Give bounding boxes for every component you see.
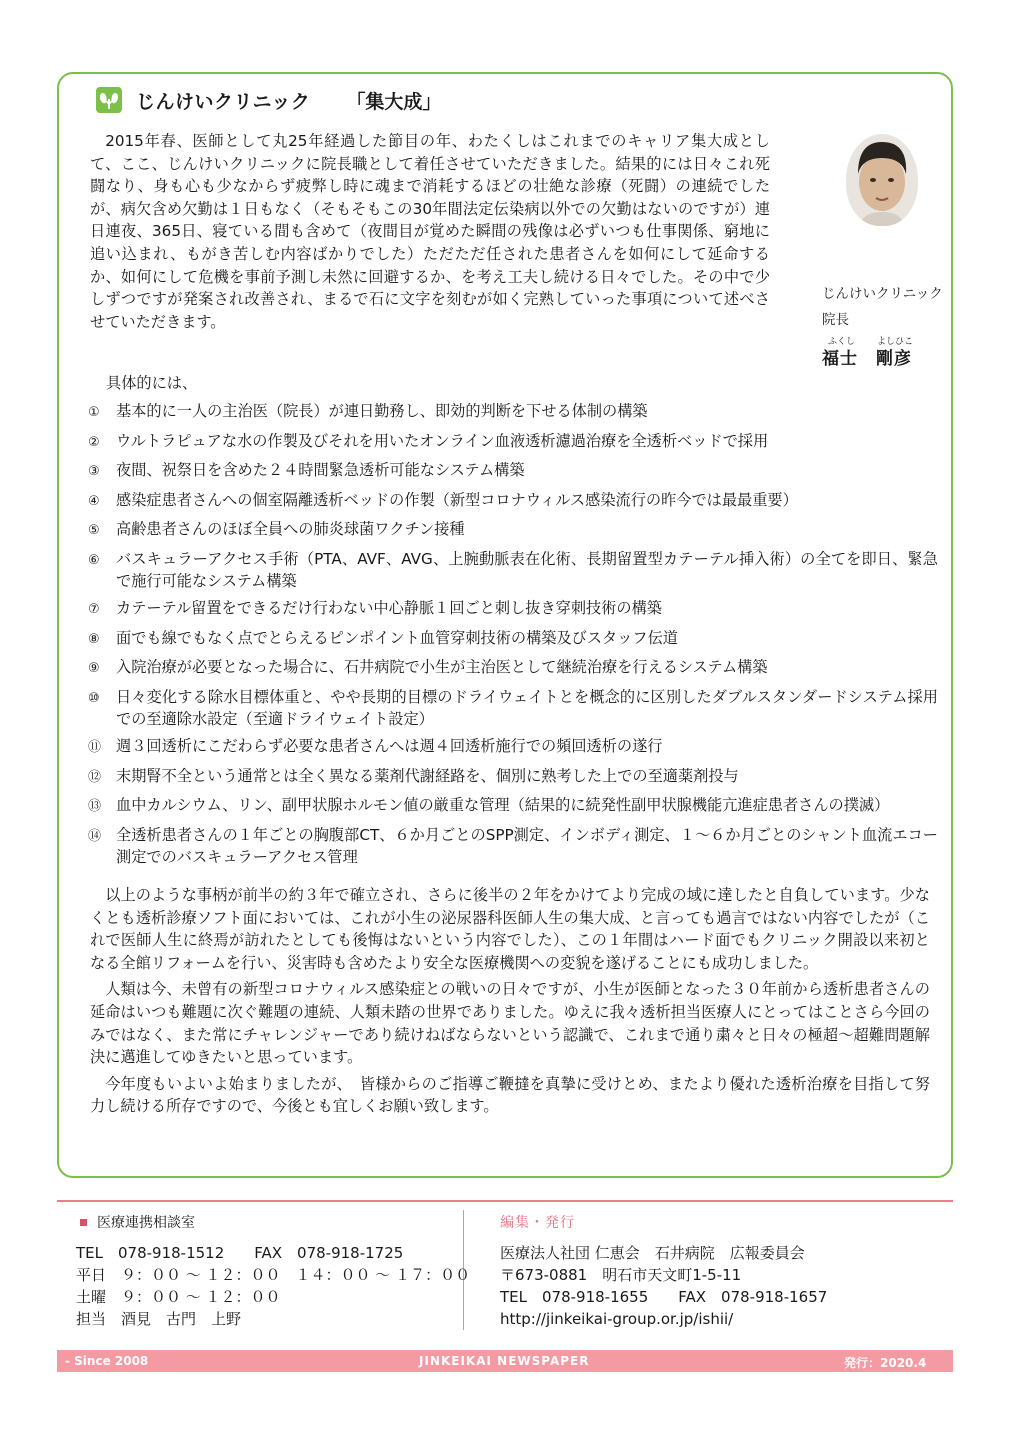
item-number: ⑨ [88, 661, 100, 676]
issue-date: 発行：2020.4 [844, 1356, 927, 1370]
item-number: ⑭ [88, 828, 102, 844]
item-text: バスキュラーアクセス手術（PTA、AVF、AVG、上腕動脈表在化術、長期留置型カテーテル挿入術）の全てを即日、緊急で施行可能なシステム構築 [116, 549, 938, 590]
list-item [88, 627, 938, 651]
list-item [88, 824, 938, 868]
closing-paragraph: 人類は今、未曾有の新型コロナウィルス感染症との戦いの日々ですが、小生が医師となった３０年前から透析患者さんの延命はいつも難題に次ぐ難題の連続、人類未踏の世界でありました。ゆえに我々透析担当医療人にとってはことさら今回のみではなく、また常にチャレンジャーであり続けねばならないという認識で、これまで通り粛々と日々の極超～超難問題解決に邁進してゆきたいと思っています。 [90, 980, 930, 1067]
list-item [88, 518, 938, 542]
article-header [96, 86, 441, 114]
item-text: 日々変化する除水目標体重と、やや長期的目標のドライウェイトとを概念的に区別したダブルスタンダードシステム採用での至適除水設定（至適ドライウェイト設定） [116, 687, 938, 728]
item-text: ウルトラピュアな水の作製及びそれを用いたオンライン血液透析濾過治療を全透析ベッドで採用 [116, 431, 769, 450]
item-number: ⑩ [88, 690, 100, 706]
item-number: ⑧ [88, 631, 100, 647]
item-text: 感染症患者さんへの個室隔離透析ベッドの作製（新型コロナウィルス感染流行の昨今では最最重要） [116, 490, 798, 509]
signature-ruby-family: ふくし [828, 337, 856, 347]
liaison-line: 平日 ９：００ ～ １２：００ １４：００ ～ １７：００ [76, 1266, 471, 1284]
footer-divider [57, 1200, 953, 1202]
item-text: 面でも線でもなく点でとらえるピンポイント血管穿刺技術の構築及びスタッフ伝道 [116, 628, 678, 647]
signature-name: 福士 剛彦 [822, 349, 912, 369]
liaison-heading-text: 医療連携相談室 [97, 1215, 195, 1231]
item-text: 血中カルシウム、リン、副甲状腺ホルモン値の厳重な管理（結果的に続発性副甲状腺機能亢進症患者さんの撲滅） [116, 796, 890, 814]
item-text: 基本的に一人の主治医（院長）が連日勤務し、即効的判断を下せる体制の構築 [116, 402, 648, 420]
publisher-line: TEL 078-918-1655 FAX 078-918-1657 [500, 1288, 828, 1306]
list-item [88, 489, 938, 513]
achievement-list [88, 400, 938, 873]
intro-paragraph: 2015年春、医師として丸25年経過した節目の年、わたくしはこれまでのキャリア集大成として、ここ、じんけいクリニックに院長職として着任させていただきました。結果的には日々これ死闘なり、身も心も少なからず疲弊し時に魂まで消耗するほどの壮絶な診療（死闘）の連続でしたが、病欠含め欠勤は１日もなく（そもそもこの30年間法定伝染病以外での欠勤はないのですが）連日連夜、365日、寝ている間も含めて（夜間目が覚めた瞬間の残像は必ずいつも仕事関係、窮地に追い込まれ、もがき苦しむ内容ばかりでした）ただただ任された患者さんを如何にして延命するか、如何にして危機を事前予測し未然に回避するか、を考え工夫し続ける日々でした。その中で少しずつですが発案され改善され、まるで石に文字を刻むが如く完熟していった事項について述べさせていただきます。 [90, 132, 770, 331]
list-item [88, 765, 938, 789]
clinic-logo-icon [96, 87, 122, 113]
director-portrait [846, 134, 918, 226]
since-label: - Since 2008 [65, 1354, 149, 1368]
publisher-line: 〒673-0881 明石市天文町1-5-11 [500, 1266, 742, 1284]
list-item [88, 686, 938, 730]
list-item [88, 597, 938, 621]
list-item [88, 656, 938, 680]
signature-ruby-given: よしひこ [877, 337, 914, 347]
item-number: ③ [88, 464, 100, 479]
item-number: ① [88, 405, 100, 420]
item-text: 入院治療が必要となった場合に、石井病院で小生が主治医として継続治療を行えるシステム構築 [116, 658, 768, 676]
square-bullet-icon [80, 1219, 87, 1226]
signature-org: じんけいクリニック [822, 286, 943, 302]
article-title: じんけいクリニック [136, 90, 311, 113]
publisher-heading: 編集・発行 [500, 1215, 575, 1231]
closing-paragraph: 以上のような事柄が前半の約３年で確立され、さらに後半の２年をかけてより完成の域に達したと自負しています。少なくとも透析診療ソフト面においては、これが小生の泌尿器科医師人生の集大成、と言っても過言ではない内容でしたが（これで医師人生に終焉が訪れたとしても後悔はないという内容でした）、この１年間はハード面でもクリニック開設以来初となる全館リフォームを行い、災害時も含めたより安全な医療機関への変貌を遂げることにも成功しました。 [90, 886, 930, 972]
liaison-line: 担当 酒見 古門 上野 [76, 1310, 242, 1328]
liaison-heading [80, 1212, 195, 1232]
liaison-line: TEL 078-918-1512 FAX 078-918-1725 [76, 1244, 404, 1262]
list-item [88, 735, 938, 759]
item-number: ⑦ [88, 602, 100, 617]
item-number: ② [88, 434, 100, 450]
item-number: ⑫ [88, 769, 102, 785]
closing-paragraph: 今年度もいよいよ始まりましたが、 皆様からのご指導ご鞭撻を真摯に受けとめ、またより優れた透析治療を目指して努力し続ける所存ですので、今後とも宜しくお願い致します。 [90, 1074, 930, 1116]
item-number: ⑥ [88, 552, 100, 568]
item-text: 夜間、祝祭日を含めた２４時間緊急透析可能なシステム構築 [116, 461, 525, 479]
item-text: 末期腎不全という通常とは全く異なる薬剤代謝経路を、個別に熟考した上での至適薬剤投与 [116, 766, 739, 785]
newspaper-name: JINKEIKAI NEWSPAPER [419, 1354, 590, 1368]
list-item [88, 548, 938, 592]
publisher-line: 医療法人社団 仁恵会 石井病院 広報委員会 [500, 1244, 805, 1262]
item-text: 高齢患者さんのほぼ全員への肺炎球菌ワクチン接種 [116, 520, 465, 538]
item-text: 全透析患者さんの１年ごとの胸腹部CT、６か月ごとのSPP測定、インボディ測定、１～６か月ごとのシャント血流エコー測定でのバスキュラーアクセス管理 [116, 825, 938, 866]
article-subtitle: 「集大成」 [346, 90, 442, 113]
item-number: ⑤ [88, 523, 100, 538]
list-item [88, 430, 938, 454]
list-item [88, 794, 938, 818]
item-text: 週３回透析にこだわらず必要な患者さんへは週４回透析施行での頻回透析の遂行 [116, 737, 663, 755]
list-item [88, 400, 938, 424]
item-number: ⑪ [88, 740, 102, 755]
item-text: カテーテル留置をできるだけ行わない中心静脈１回ごと刺し抜き穿刺技術の構築 [116, 599, 662, 617]
list-lead: 具体的には、 [106, 374, 198, 392]
liaison-details [76, 1242, 470, 1330]
item-number: ④ [88, 493, 100, 509]
signature-role: 院長 [822, 312, 849, 328]
publisher-details [500, 1242, 827, 1330]
item-number: ⑬ [88, 799, 102, 814]
list-item [88, 459, 938, 483]
liaison-line: 土曜 ９：００ ～ １２：００ [76, 1288, 281, 1306]
newspaper-footer-bar [57, 1350, 953, 1372]
closing-section [90, 884, 930, 1122]
publisher-url: http://jinkeikai-group.or.jp/ishii/ [500, 1310, 734, 1328]
